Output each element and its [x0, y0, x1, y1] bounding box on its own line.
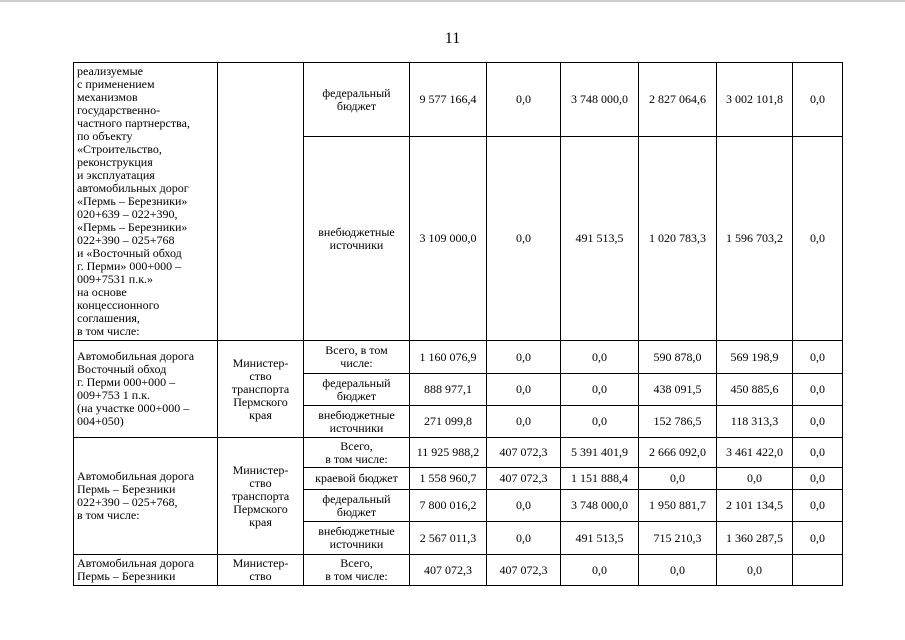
cell-text-line: Пермь – Березники	[77, 482, 176, 496]
cell-text-line: на основе	[77, 285, 127, 299]
cell-value: 407 072,3	[499, 471, 548, 485]
value-cell	[561, 438, 639, 468]
value-cell	[487, 555, 561, 586]
cell-text-line: по объекту	[77, 129, 133, 143]
cell-value: 1 596 703,2	[726, 231, 783, 245]
cell-text-line: г. Перми» 000+000 –	[77, 259, 182, 273]
page-top-edge	[0, 0, 905, 2]
cell-text-line: внебюджетные	[318, 524, 395, 538]
value-cell	[717, 374, 793, 406]
cell-text-line: внебюджетные	[318, 224, 395, 239]
value-cell	[717, 137, 793, 341]
value-cell	[561, 555, 639, 586]
cell-text-line: транспорта	[231, 488, 290, 503]
cell-value: 0,0	[592, 349, 607, 364]
value-cell	[561, 137, 639, 341]
value-cell	[717, 468, 793, 490]
cell-text-line: Пермь – Березники	[77, 569, 176, 583]
cell-text-line: края	[249, 407, 272, 422]
cell-value: 0,0	[747, 562, 762, 577]
cell-text-line: государственно-	[77, 103, 161, 117]
value-cell-total	[410, 468, 487, 490]
cell-value: 0,0	[670, 562, 685, 577]
executor-cell	[218, 341, 304, 438]
value-cell	[793, 490, 843, 522]
executor-cell	[218, 63, 304, 341]
cell-value: 1 360 287,5	[726, 530, 783, 545]
value-cell	[561, 63, 639, 137]
value-cell	[793, 522, 843, 555]
funding-source-cell	[304, 438, 410, 468]
value-cell	[487, 341, 561, 374]
table-row	[74, 555, 843, 586]
cell-value: 0,0	[516, 498, 531, 512]
cell-text-line: 020+639 – 022+390,	[77, 207, 178, 221]
cell-value: 0,0	[670, 471, 685, 485]
value-cell	[561, 490, 639, 522]
cell-text-line: (на участке 000+000 –	[77, 401, 190, 415]
cell-text-line: Министер-	[232, 462, 289, 477]
cell-value: 491 513,5	[575, 530, 624, 545]
funding-source-cell	[304, 374, 410, 406]
cell-text-line: Министер-	[232, 556, 289, 570]
cell-text-line: «Пермь – Березники»	[77, 220, 188, 234]
value-cell	[793, 341, 843, 374]
cell-value: 1 160 076,9	[419, 349, 477, 364]
funding-source-cell	[304, 406, 410, 438]
funding-source-cell	[304, 63, 410, 137]
cell-value: 438 091,5	[653, 382, 702, 396]
cell-value: 0,0	[516, 530, 531, 545]
cell-value: 450 885,6	[730, 382, 779, 396]
value-cell-total	[410, 438, 487, 468]
cell-value: 0,0	[810, 471, 825, 485]
value-cell	[561, 468, 639, 490]
cell-value: 1 020 783,3	[649, 231, 706, 245]
value-cell	[639, 374, 717, 406]
cell-text-line: 009+7531 п.к.»	[77, 272, 154, 286]
cell-text-line: г. Перми 000+000 –	[77, 375, 176, 389]
value-cell	[487, 438, 561, 468]
cell-text-line: Всего,	[340, 438, 373, 453]
value-cell	[487, 468, 561, 490]
cell-text-line: ство	[249, 569, 272, 583]
value-cell	[487, 137, 561, 341]
cell-value: 2 666 092,0	[649, 445, 706, 459]
cell-text-line: Всего, в том	[325, 343, 388, 357]
value-cell	[561, 374, 639, 406]
cell-value: 1 558 960,7	[419, 471, 477, 485]
cell-text-line: в том числе:	[77, 324, 140, 338]
value-cell	[561, 406, 639, 438]
funding-source-cell	[304, 555, 410, 586]
cell-text-line: в том числе:	[77, 508, 140, 522]
value-cell	[639, 63, 717, 137]
cell-value: 5 391 401,9	[571, 445, 628, 459]
cell-value: 3 748 000,0	[571, 498, 628, 512]
cell-value: 407 072,3	[499, 445, 548, 459]
cell-value: 0,0	[810, 349, 825, 364]
value-cell	[639, 555, 717, 586]
cell-text-line: Автомобильная дорога	[77, 469, 195, 483]
cell-value: 0,0	[810, 530, 825, 545]
value-cell-total	[410, 374, 487, 406]
value-cell	[793, 374, 843, 406]
value-cell	[793, 555, 843, 586]
value-cell	[717, 438, 793, 468]
executor-cell	[218, 438, 304, 555]
cell-value: 0,0	[516, 382, 531, 396]
cell-text-line: Министер-	[232, 355, 289, 370]
value-cell	[793, 438, 843, 468]
cell-value: 152 786,5	[653, 414, 702, 428]
cell-text-line: соглашения,	[77, 311, 140, 325]
page-number: 11	[444, 30, 461, 47]
cell-value: 0,0	[592, 382, 607, 396]
cell-text-line: в том числе:	[325, 569, 388, 583]
value-cell	[793, 468, 843, 490]
value-cell-total	[410, 555, 487, 586]
cell-value: 0,0	[516, 92, 531, 106]
cell-text-line: источники	[329, 420, 384, 435]
funding-source-cell	[304, 468, 410, 490]
cell-text-line: и «Восточный обход	[77, 246, 182, 260]
cell-text-line: механизмов	[77, 90, 138, 104]
cell-value: 715 210,3	[653, 530, 702, 545]
cell-text-line: частного партнерства,	[77, 116, 190, 130]
cell-text-line: Пермского	[233, 501, 288, 516]
value-cell	[487, 490, 561, 522]
cell-text-line: реализуемые	[77, 64, 143, 78]
cell-value: 0,0	[592, 562, 607, 577]
cell-text-line: бюджет	[336, 504, 377, 519]
cell-value: 0,0	[592, 414, 607, 428]
table-row	[74, 341, 843, 374]
cell-value: 590 878,0	[653, 349, 702, 364]
value-cell	[717, 490, 793, 522]
cell-text-line: концессионного	[77, 298, 160, 312]
cell-text-line: Всего,	[340, 556, 373, 570]
cell-text-line: источники	[329, 237, 384, 252]
funding-source-cell	[304, 522, 410, 555]
value-cell-total	[410, 341, 487, 374]
value-cell	[717, 341, 793, 374]
cell-text-line: источники	[329, 537, 384, 551]
cell-text-line: автомобильных дорог	[77, 181, 189, 195]
cell-value: 491 513,5	[575, 231, 624, 245]
cell-text-line: Автомобильная дорога	[77, 556, 195, 570]
cell-value: 0,0	[810, 382, 825, 396]
object-name-cell	[74, 438, 218, 555]
cell-value: 11 925 988,2	[416, 445, 480, 459]
value-cell	[487, 406, 561, 438]
cell-value: 3 461 422,0	[726, 445, 783, 459]
cell-value: 3 002 101,8	[726, 92, 783, 106]
value-cell-total	[410, 63, 487, 137]
cell-text-line: Восточный обход	[77, 362, 167, 376]
cell-text-line: ство	[249, 475, 272, 490]
funding-source-cell	[304, 341, 410, 374]
cell-text-line: Пермского	[233, 394, 288, 409]
cell-text-line: «Строительство,	[77, 142, 162, 156]
cell-text-line: транспорта	[231, 381, 290, 396]
value-cell	[561, 341, 639, 374]
cell-text-line: и эксплуатация	[77, 168, 155, 182]
object-name-cell	[74, 555, 218, 586]
value-cell	[639, 406, 717, 438]
financing-table	[73, 62, 843, 586]
cell-value: 118 313,3	[730, 414, 779, 428]
value-cell	[487, 63, 561, 137]
cell-text-line: федеральный	[322, 375, 391, 390]
cell-value: 0,0	[810, 498, 825, 512]
cell-value: 1 151 888,4	[571, 471, 628, 485]
cell-text-line: 009+753 1 п.к.	[77, 388, 151, 402]
cell-value: 2 827 064,6	[649, 92, 706, 106]
cell-text-line: бюджет	[336, 388, 377, 403]
cell-text-line: федеральный	[322, 85, 391, 100]
cell-value: 0,0	[810, 92, 825, 106]
cell-value: 888 977,1	[424, 382, 472, 396]
cell-text-line: ство	[249, 368, 272, 383]
funding-source-cell	[304, 490, 410, 522]
cell-text-line: с применением	[77, 77, 155, 91]
cell-text-line: числе:	[340, 356, 373, 370]
cell-value: 0,0	[810, 445, 825, 459]
cell-value: 7 800 016,2	[419, 498, 477, 512]
value-cell-total	[410, 406, 487, 438]
cell-value: 0,0	[810, 414, 825, 428]
object-name-cell	[74, 341, 218, 438]
cell-value: 0,0	[516, 231, 531, 245]
cell-value: 407 072,3	[499, 562, 548, 577]
value-cell	[717, 522, 793, 555]
funding-source-cell	[304, 137, 410, 341]
cell-text-line: 004+050)	[77, 414, 124, 428]
value-cell	[639, 438, 717, 468]
value-cell-total	[410, 490, 487, 522]
cell-value: 2 101 134,5	[726, 498, 783, 512]
cell-value: 271 099,8	[424, 414, 472, 428]
cell-text-line: Автомобильная дорога	[77, 349, 195, 363]
cell-text-line: внебюджетные	[318, 407, 395, 422]
cell-value: 569 198,9	[730, 349, 779, 364]
value-cell	[717, 63, 793, 137]
value-cell	[793, 406, 843, 438]
value-cell-total	[410, 522, 487, 555]
value-cell	[561, 522, 639, 555]
cell-text-line: реконструкция	[77, 155, 153, 169]
table-row	[74, 438, 843, 468]
value-cell	[639, 522, 717, 555]
cell-value: 0,0	[516, 414, 531, 428]
value-cell	[717, 555, 793, 586]
value-cell-total	[410, 137, 487, 341]
value-cell	[639, 137, 717, 341]
cell-value: 9 577 166,4	[419, 92, 477, 106]
executor-cell	[218, 555, 304, 586]
value-cell	[639, 490, 717, 522]
cell-value: 2 567 011,3	[419, 530, 477, 545]
cell-value: 3 748 000,0	[571, 92, 628, 106]
cell-value: 0,0	[810, 231, 825, 245]
value-cell	[717, 406, 793, 438]
cell-text-line: 022+390 – 025+768,	[77, 495, 178, 509]
value-cell	[639, 341, 717, 374]
cell-text-line: 022+390 – 025+768	[77, 233, 175, 247]
object-name-cell	[74, 63, 218, 341]
cell-value: 407 072,3	[424, 562, 472, 577]
value-cell	[487, 522, 561, 555]
value-cell	[487, 374, 561, 406]
value-cell	[793, 63, 843, 137]
value-cell	[793, 137, 843, 341]
cell-value: 3 109 000,0	[419, 231, 477, 245]
cell-text-line: бюджет	[336, 98, 377, 113]
cell-text-line: федеральный	[322, 491, 391, 506]
table-row	[74, 63, 843, 137]
cell-value: 0,0	[516, 349, 531, 364]
value-cell	[639, 468, 717, 490]
cell-text-line: краевой бюджет	[315, 471, 398, 485]
cell-value: 1 950 881,7	[649, 498, 706, 512]
cell-value: 0,0	[747, 471, 762, 485]
cell-text-line: в том числе:	[325, 451, 388, 466]
cell-text-line: «Пермь – Березники»	[77, 194, 188, 208]
cell-text-line: края	[249, 514, 272, 529]
